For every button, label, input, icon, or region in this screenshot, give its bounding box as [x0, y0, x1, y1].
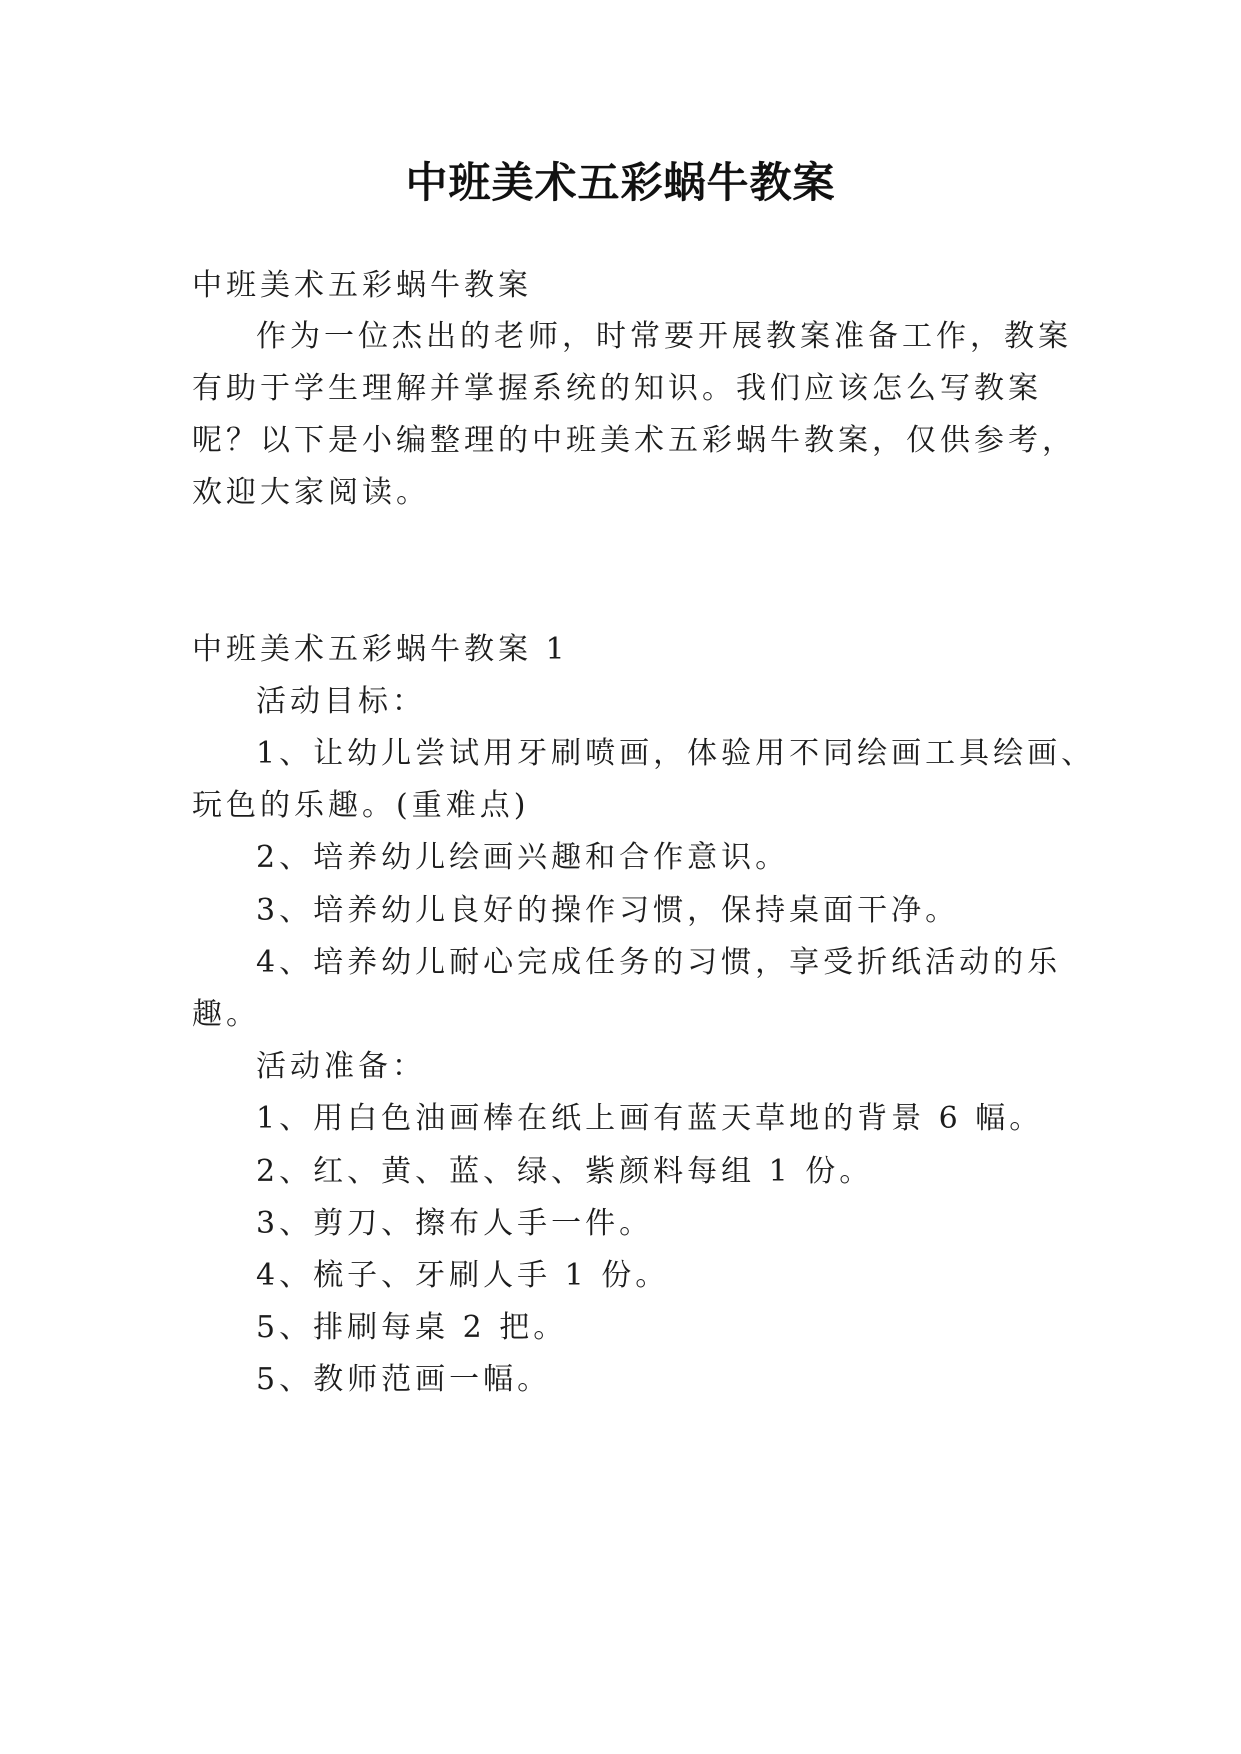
prep-item-6: 5、教师范画一幅。	[256, 1362, 552, 1397]
prep-item-2: 2、红、黄、蓝、绿、紫颜料每组 1 份。	[256, 1154, 874, 1189]
intro-line-2: 有助于学生理解并掌握系统的知识。我们应该怎么写教案	[192, 371, 1042, 406]
goal-4-line-2: 趣。	[192, 997, 260, 1032]
subtitle: 中班美术五彩蜗牛教案	[192, 268, 532, 303]
prep-item-4: 4、梳子、牙刷人手 1 份。	[256, 1258, 670, 1293]
goal-1-line-1: 1、让幼儿尝试用牙刷喷画，体验用不同绘画工具绘画、	[256, 736, 1096, 771]
prep-label: 活动准备：	[256, 1049, 426, 1084]
goal-4-line-1: 4、培养幼儿耐心完成任务的习惯，享受折纸活动的乐	[256, 945, 1062, 980]
intro-line-3: 呢？以下是小编整理的中班美术五彩蜗牛教案，仅供参考，	[192, 423, 1076, 458]
goal-1-line-2: 玩色的乐趣。(重难点)	[192, 788, 530, 823]
prep-item-3: 3、剪刀、擦布人手一件。	[256, 1206, 654, 1241]
prep-item-5: 5、排刷每桌 2 把。	[256, 1310, 568, 1345]
section-heading: 中班美术五彩蜗牛教案 1	[192, 632, 569, 667]
goal-3: 3、培养幼儿良好的操作习惯，保持桌面干净。	[256, 893, 960, 928]
intro-line-1: 作为一位杰出的老师，时常要开展教案准备工作，教案	[256, 319, 1072, 354]
intro-line-4: 欢迎大家阅读。	[192, 475, 430, 510]
goal-2: 2、培养幼儿绘画兴趣和合作意识。	[256, 840, 790, 875]
goals-label: 活动目标：	[256, 684, 426, 719]
document-title: 中班美术五彩蜗牛教案	[405, 158, 836, 207]
prep-item-1: 1、用白色油画棒在纸上画有蓝天草地的背景 6 幅。	[256, 1101, 1044, 1136]
